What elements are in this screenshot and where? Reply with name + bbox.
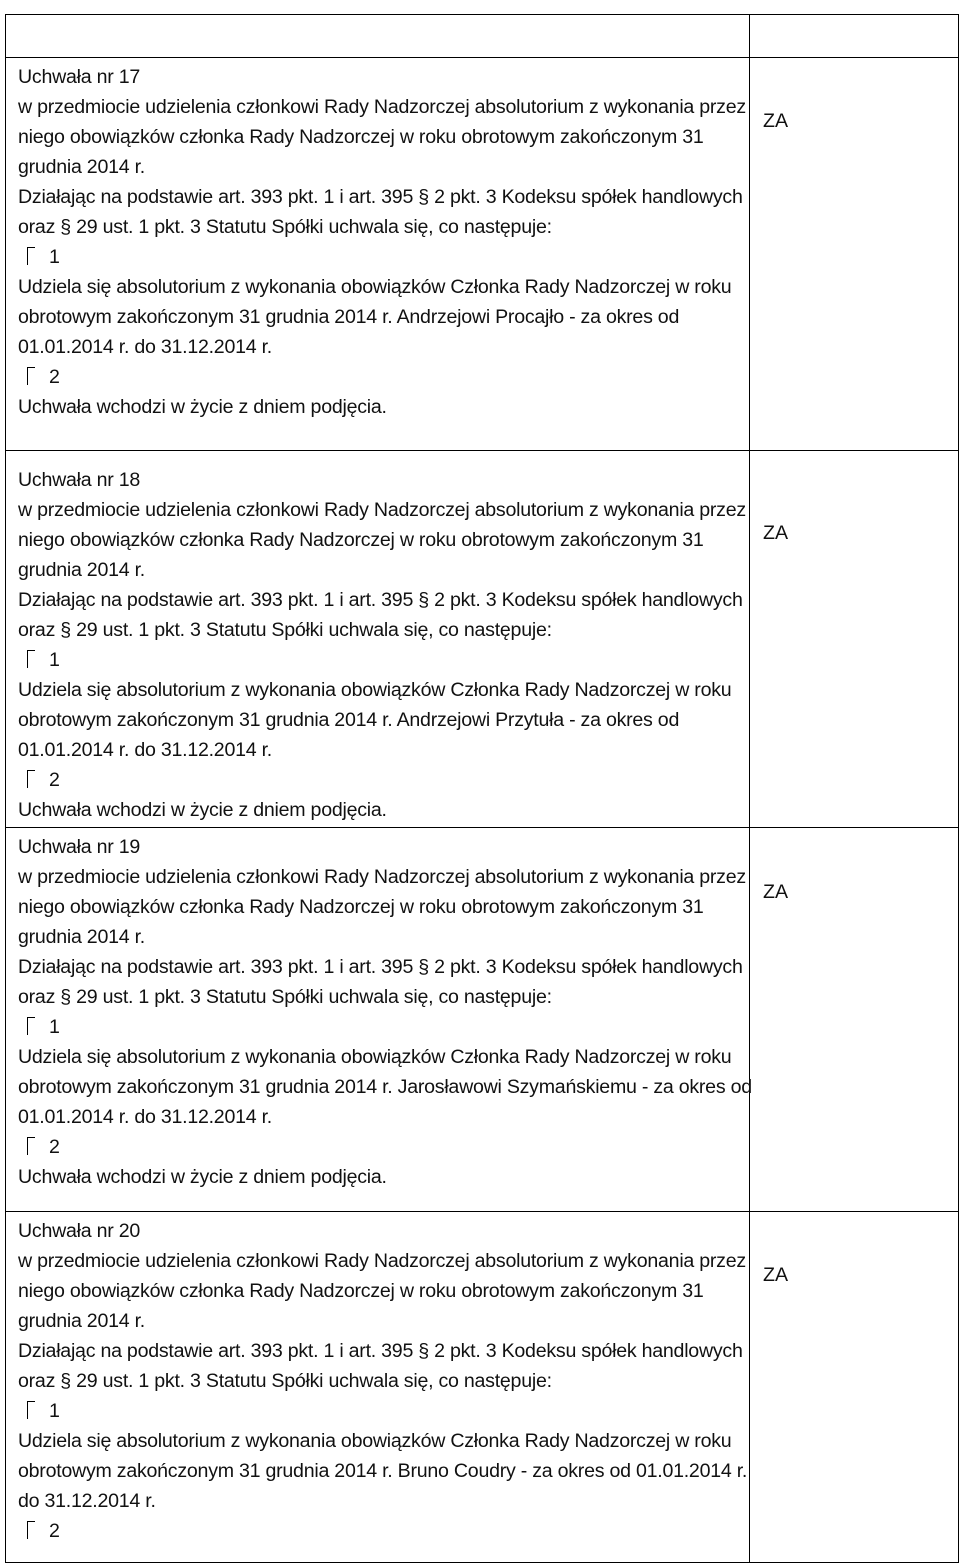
basis-line: oraz § 29 ust. 1 pkt. 3 Statutu Spółki uchwala się, co następuje: [18,216,552,238]
body-line: do 31.12.2014 r. [18,1490,156,1512]
body-line: Udziela się absolutorium z wykonania obowiązków Członka Rady Nadzorczej w roku [18,679,732,701]
vote-value: ZA [763,881,789,903]
header-cell-vote [750,15,959,58]
body-line: obrotowym zakończonym 31 grudnia 2014 r. Bruno Coudry - za okres od 01.01.2014 r. [18,1460,748,1482]
subject-line: grudnia 2014 r. [18,926,145,948]
subject-line: grudnia 2014 r. [18,559,145,581]
vote-cell [750,58,959,451]
subject-line: w przedmiocie udzielenia członkowi Rady Nadzorczej absolutorium z wykonania przez [18,499,746,521]
paragraph-number: 2 [49,1520,60,1542]
body-line: Udziela się absolutorium z wykonania obowiązków Członka Rady Nadzorczej w roku [18,276,732,298]
resolution-cell [6,1212,750,1563]
basis-line: Działając na podstawie art. 393 pkt. 1 i art. 395 § 2 pkt. 3 Kodeksu spółek handlowych [18,956,743,978]
paragraph-number: 2 [49,366,60,388]
subject-line: w przedmiocie udzielenia członkowi Rady Nadzorczej absolutorium z wykonania przez [18,866,746,888]
vote-cell [750,1212,959,1563]
subject-line: grudnia 2014 r. [18,1310,145,1332]
body-line: obrotowym zakończonym 31 grudnia 2014 r. Jarosławowi Szymańskiemu - za okres od [18,1076,752,1098]
table-row [6,451,959,828]
subject-line: niego obowiązków członka Rady Nadzorczej w roku obrotowym zakończonym 31 [18,896,704,918]
table-row [6,828,959,1212]
body-line: Udziela się absolutorium z wykonania obowiązków Członka Rady Nadzorczej w roku [18,1430,732,1452]
resolution-cell [6,58,750,451]
resolutions-table [5,14,959,1563]
body-line: obrotowym zakończonym 31 grudnia 2014 r. Andrzejowi Przytuła - za okres od [18,709,680,731]
resolution-title: Uchwała nr 19 [18,836,140,858]
table-row [6,58,959,451]
body-line: Udziela się absolutorium z wykonania obowiązków Członka Rady Nadzorczej w roku [18,1046,732,1068]
resolution-cell [6,451,750,828]
header-cell-resolution [6,15,750,58]
body-line: 01.01.2014 r. do 31.12.2014 r. [18,1106,272,1128]
basis-line: oraz § 29 ust. 1 pkt. 3 Statutu Spółki uchwala się, co następuje: [18,986,552,1008]
paragraph-number: 1 [49,1400,60,1422]
vote-value: ZA [763,1264,789,1286]
subject-line: w przedmiocie udzielenia członkowi Rady Nadzorczej absolutorium z wykonania przez [18,1250,746,1272]
basis-line: oraz § 29 ust. 1 pkt. 3 Statutu Spółki uchwala się, co następuje: [18,1370,552,1392]
subject-line: niego obowiązków członka Rady Nadzorczej w roku obrotowym zakończonym 31 [18,126,704,148]
resolution-title: Uchwała nr 20 [18,1220,140,1242]
basis-line: Działając na podstawie art. 393 pkt. 1 i art. 395 § 2 pkt. 3 Kodeksu spółek handlowych [18,1340,743,1362]
body-line: obrotowym zakończonym 31 grudnia 2014 r. Andrzejowi Procajło - za okres od [18,306,680,328]
paragraph-number: 2 [49,1136,60,1158]
closing-line: Uchwała wchodzi w życie z dniem podjęcia. [18,396,387,418]
document-page [5,14,958,1563]
resolution-cell [6,828,750,1212]
basis-line: Działając na podstawie art. 393 pkt. 1 i art. 395 § 2 pkt. 3 Kodeksu spółek handlowych [18,186,743,208]
body-line: 01.01.2014 r. do 31.12.2014 r. [18,739,272,761]
table-header-row [6,15,959,58]
paragraph-number: 1 [49,649,60,671]
paragraph-number: 2 [49,769,60,791]
vote-value: ZA [763,522,789,544]
vote-cell [750,451,959,828]
basis-line: oraz § 29 ust. 1 pkt. 3 Statutu Spółki uchwala się, co następuje: [18,619,552,641]
resolution-title: Uchwała nr 17 [18,66,140,88]
subject-line: niego obowiązków członka Rady Nadzorczej w roku obrotowym zakończonym 31 [18,1280,704,1302]
paragraph-number: 1 [49,246,60,268]
resolution-title: Uchwała nr 18 [18,469,140,491]
subject-line: w przedmiocie udzielenia członkowi Rady Nadzorczej absolutorium z wykonania przez [18,96,746,118]
body-line: 01.01.2014 r. do 31.12.2014 r. [18,336,272,358]
table-row [6,1212,959,1563]
vote-value: ZA [763,110,789,132]
subject-line: grudnia 2014 r. [18,156,145,178]
vote-cell [750,828,959,1212]
paragraph-number: 1 [49,1016,60,1038]
basis-line: Działając na podstawie art. 393 pkt. 1 i art. 395 § 2 pkt. 3 Kodeksu spółek handlowych [18,589,743,611]
closing-line: Uchwała wchodzi w życie z dniem podjęcia. [18,1166,387,1188]
subject-line: niego obowiązków członka Rady Nadzorczej w roku obrotowym zakończonym 31 [18,529,704,551]
closing-line: Uchwała wchodzi w życie z dniem podjęcia. [18,799,387,821]
